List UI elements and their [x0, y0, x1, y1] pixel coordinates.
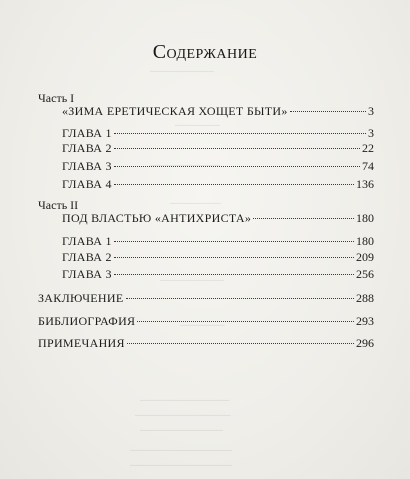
toc-entry-page-number: 209	[356, 250, 374, 264]
part-1-label: Часть I	[38, 91, 75, 105]
toc-entry-part-2-heading[interactable]	[62, 211, 374, 226]
toc-entry-page-number: 288	[356, 291, 374, 305]
toc-entry-page-number: 22	[362, 141, 374, 155]
bleed-through-texture: ────────── ─────── ─────────── ──────── ────────── ─────── ────────────── ─────────────── ───────────── ──────────────── ────────────────	[130, 66, 233, 470]
toc-entry-label: ГЛАВА 2	[62, 250, 112, 264]
toc-entry-part-1-chapter-2[interactable]	[62, 141, 374, 156]
toc-entry-label: ПОД ВЛАСТЬЮ «АНТИХРИСТА»	[62, 211, 252, 225]
toc-entry-page-number: 180	[356, 234, 374, 248]
toc-entry-bibliography[interactable]	[38, 314, 374, 329]
toc-entry-page-number: 180	[356, 211, 374, 225]
toc-entry-page-number: 296	[356, 336, 374, 350]
toc-entry-notes[interactable]	[38, 336, 374, 351]
dot-leader	[114, 133, 366, 134]
toc-entry-part-2-chapter-2[interactable]	[62, 250, 374, 265]
dot-leader	[114, 257, 354, 258]
toc-entry-label: ГЛАВА 2	[62, 141, 112, 155]
toc-entry-part-1-heading[interactable]	[62, 104, 374, 119]
dot-leader	[290, 111, 366, 112]
toc-entry-label: ГЛАВА 3	[62, 267, 112, 281]
dot-leader	[253, 218, 354, 219]
toc-entry-part-1-chapter-1[interactable]	[62, 126, 374, 141]
toc-entry-part-2-chapter-1[interactable]	[62, 234, 374, 249]
toc-entry-conclusion[interactable]	[38, 291, 374, 306]
toc-entry-part-1-chapter-4[interactable]	[62, 177, 374, 192]
dot-leader	[114, 241, 354, 242]
dot-leader	[114, 166, 360, 167]
dot-leader	[114, 184, 354, 185]
part-2-label: Часть II	[38, 198, 79, 212]
toc-entry-label: ГЛАВА 1	[62, 234, 112, 248]
toc-entry-part-2-chapter-3[interactable]	[62, 267, 374, 282]
toc-entry-label: ЗАКЛЮЧЕНИЕ	[38, 291, 124, 305]
dot-leader	[114, 148, 360, 149]
toc-entry-part-1-chapter-3[interactable]	[62, 159, 374, 174]
toc-entry-page-number: 293	[356, 314, 374, 328]
toc-entry-page-number: 136	[356, 177, 374, 191]
toc-entry-label: ГЛАВА 3	[62, 159, 112, 173]
toc-entry-page-number: 74	[362, 159, 374, 173]
toc-entry-page-number: 3	[368, 104, 374, 118]
toc-entry-label: ПРИМЕЧАНИЯ	[38, 336, 125, 350]
dot-leader	[114, 274, 354, 275]
toc-entry-label: ГЛАВА 1	[62, 126, 112, 140]
toc-entry-page-number: 3	[368, 126, 374, 140]
toc-entry-label: «ЗИМА ЕРЕТИЧЕСКАЯ ХОЩЕТ БЫТИ»	[62, 104, 288, 118]
toc-entry-label: БИБЛИОГРАФИЯ	[38, 314, 136, 328]
dot-leader	[127, 343, 354, 344]
dot-leader	[137, 321, 354, 322]
dot-leader	[126, 298, 355, 299]
page-title: Содержание	[152, 41, 258, 63]
toc-entry-page-number: 256	[356, 267, 374, 281]
toc-entry-label: ГЛАВА 4	[62, 177, 112, 191]
